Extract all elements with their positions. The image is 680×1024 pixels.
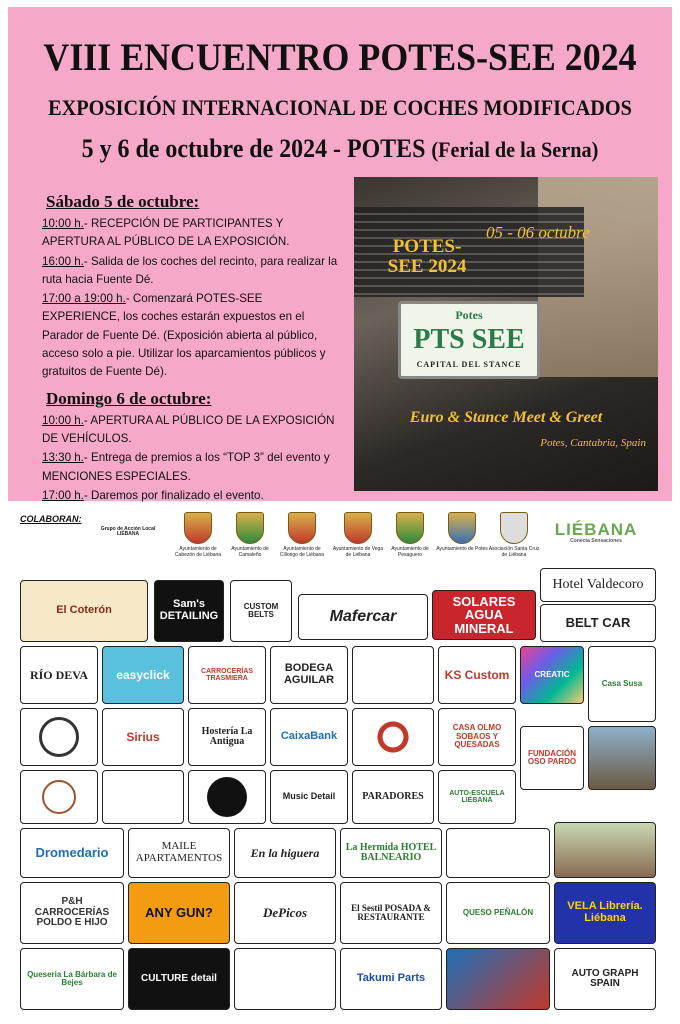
sponsor-logo xyxy=(102,708,184,766)
sponsor-logo xyxy=(230,580,292,642)
sponsor-logo xyxy=(234,882,336,944)
sponsor-logo xyxy=(270,646,348,704)
sponsor-name: Sirius xyxy=(126,729,160,744)
collab-crest xyxy=(222,512,278,558)
event-time: 16:00 h. xyxy=(42,254,84,268)
sponsor-logo xyxy=(446,948,550,1010)
sponsor-name: P&H CARROCERÍAS POLDO E HIJO xyxy=(34,896,110,929)
sponsor-name: QUESO PEÑALÓN xyxy=(462,907,534,917)
license-plate xyxy=(398,301,540,379)
lieb-tag: Conecta Sensaciones xyxy=(570,538,622,545)
sponsor-logo xyxy=(352,708,434,766)
collab-name: Ayuntamiento de Cillorigo de Liébana xyxy=(279,546,325,558)
schedule-item xyxy=(42,215,342,252)
sponsor-logo xyxy=(352,646,434,704)
sponsor-logo xyxy=(554,948,656,1010)
event-time: 10:00 h. xyxy=(42,413,84,427)
sponsor-logo xyxy=(20,580,148,642)
sponsor-logo xyxy=(446,828,550,878)
sponsor-logo xyxy=(20,708,98,766)
sun-icon xyxy=(375,719,411,755)
sponsor-name: CASA OLMO SOBAOS Y QUESADAS xyxy=(452,723,502,750)
sponsor-logo xyxy=(102,646,184,704)
event-subtitle: EXPOSICIÓN INTERNACIONAL DE COCHES MODIFICADOS xyxy=(48,95,632,120)
sponsor-logo xyxy=(20,948,124,1010)
a-icon xyxy=(207,777,247,817)
sponsor-logo xyxy=(340,882,442,944)
day1-heading: Sábado 5 de octubre: xyxy=(46,192,200,211)
sponsor-name: KS Custom xyxy=(444,667,510,682)
collab-crest xyxy=(274,512,330,558)
sponsor-name: Dromedario xyxy=(35,845,109,861)
sponsor-logo xyxy=(20,882,124,944)
collab-name: Ayuntamiento de Vega de Liébana xyxy=(332,546,384,558)
sponsor-logo xyxy=(188,646,266,704)
sponsor-name: CARROCERÍAS TRASMIERA xyxy=(200,667,254,682)
sponsor-logo xyxy=(540,568,656,602)
schedule-item xyxy=(42,449,342,486)
plate-main: PTS SEE xyxy=(413,324,525,355)
sponsor-logo xyxy=(128,882,230,944)
event-text: - Daremos por finalizado el evento. xyxy=(83,488,264,502)
b-icon xyxy=(42,780,76,814)
sponsor-logo xyxy=(446,882,550,944)
event-time: 17:00 a 19:00 h. xyxy=(42,292,126,306)
crest-icon xyxy=(236,512,264,544)
day2-heading: Domingo 6 de octubre: xyxy=(46,388,212,408)
event-photo xyxy=(354,177,658,491)
sponsor-logo xyxy=(554,882,656,944)
sponsor-logo xyxy=(234,948,336,1010)
crest-icon xyxy=(288,512,316,544)
schedule xyxy=(42,191,342,506)
collab-name: Ayuntamiento de Cabezón de Liébana xyxy=(174,546,222,558)
sponsor-logo xyxy=(588,646,656,722)
crest-icon xyxy=(184,512,212,544)
photo-location: Potes, Cantabria, Spain xyxy=(540,437,646,449)
sponsor-logo xyxy=(438,770,516,824)
event-date-place: (Ferial de la Serna) xyxy=(431,137,599,162)
potes-see-logo: POTES-SEE 2024 xyxy=(387,236,467,277)
sponsor-logo xyxy=(154,580,224,642)
lieb-name: LIÉBANA xyxy=(554,520,638,540)
event-date-main: 5 y 6 de octubre de 2024 - POTES xyxy=(81,134,426,163)
sponsor-name: AUTO GRAPH SPAIN xyxy=(571,967,639,989)
sponsor-name: CULTURE detail xyxy=(141,972,217,984)
crest-icon xyxy=(448,512,476,544)
sponsor-logo xyxy=(20,646,98,704)
event-time: 17:00 h. xyxy=(42,488,84,502)
sponsor-name: Takumi Parts xyxy=(356,972,426,985)
event-text: - Salida de los coches del recinto, para realizar la ruta hacia Fuente Dé. xyxy=(42,254,338,286)
event-text: - APERTURA AL PÚBLICO DE LA EXPOSICIÓN DE VEHÍCULOS. xyxy=(42,413,335,445)
sponsor-name: Hotel Valdecoro xyxy=(552,576,644,592)
collab-crest xyxy=(330,512,386,558)
sponsor-name: Casa Susa xyxy=(601,678,643,688)
sponsor-logo xyxy=(520,726,584,790)
sponsor-logo xyxy=(188,708,266,766)
sponsor-name: RÍO DEVA xyxy=(29,667,89,682)
colab-label: COLABORAN: xyxy=(20,514,82,524)
sponsor-logo xyxy=(188,770,266,824)
sponsor-name: DePicos xyxy=(262,905,308,921)
collab-crest xyxy=(382,512,438,558)
event-text: - RECEPCIÓN DE PARTICIPANTES Y APERTURA AL PÚBLICO DE LA EXPOSICIÓN. xyxy=(42,217,290,249)
sponsor-logo xyxy=(102,770,184,824)
event-panel xyxy=(8,7,672,501)
sponsor-name: CaixaBank xyxy=(280,730,338,743)
sponsor-name: BELT CAR xyxy=(565,615,631,631)
collab-name: Asociación Santa Cruz de Liébana xyxy=(488,546,540,558)
plate-bottom: CAPITAL DEL STANCE xyxy=(416,360,522,369)
sponsor-logo xyxy=(128,828,230,878)
sponsor-name: FUNDACIÓN OSO PARDO xyxy=(527,748,577,766)
collab-name: Ayuntamiento de Potes xyxy=(436,546,488,552)
schedule-item xyxy=(42,412,342,449)
collab-crest xyxy=(434,512,490,552)
sponsor-name: En la higuera xyxy=(250,845,320,860)
sponsor-logo xyxy=(540,604,656,642)
event-time: 10:00 h. xyxy=(42,217,84,230)
collab-gal-liebana xyxy=(98,512,158,552)
sponsor-logo xyxy=(352,770,434,824)
lieb-logo xyxy=(540,512,652,554)
sponsor-logo xyxy=(128,948,230,1010)
sponsor-logo xyxy=(554,822,656,878)
vw-icon xyxy=(39,717,79,757)
event-date xyxy=(35,134,646,164)
sponsor-name: easyclick xyxy=(116,667,170,682)
sponsor-name: La Hermida HOTEL BALNEARIO xyxy=(345,841,437,863)
sponsor-name: PARADORES xyxy=(362,790,424,802)
collab-name: Ayuntamiento de Camaleño xyxy=(231,546,269,558)
crest-icon xyxy=(500,512,528,544)
sponsor-name: Mafercar xyxy=(329,607,397,625)
event-title: VIII ENCUENTRO POTES-SEE 2024 xyxy=(43,36,637,79)
sponsor-logo xyxy=(20,770,98,824)
sponsor-name: ANY GUN? xyxy=(145,905,213,921)
sponsor-logo xyxy=(438,708,516,766)
crest-icon xyxy=(396,512,424,544)
event-time: 13:30 h. xyxy=(42,451,84,465)
schedule-item xyxy=(42,290,342,381)
sponsor-name: MAILE APARTAMENTOS xyxy=(135,840,223,864)
schedule-item xyxy=(42,487,342,505)
sponsor-name: CREATIC xyxy=(534,669,570,679)
sponsor-name: Music Detail xyxy=(282,791,336,802)
sponsor-logo xyxy=(298,594,428,640)
plate-top: Potes xyxy=(455,308,483,322)
sponsor-name: VELA Librería. Liébana xyxy=(567,900,643,924)
sponsor-logo xyxy=(340,948,442,1010)
sponsor-logo xyxy=(438,646,516,704)
sponsor-name: CUSTOM BELTS xyxy=(243,601,279,619)
sponsor-name: Hostería La Antigua xyxy=(201,725,253,747)
collab-name: Ayuntamiento de Pesaguero xyxy=(391,546,429,558)
sponsor-logo xyxy=(432,590,536,640)
photo-meet: Euro & Stance Meet & Greet xyxy=(409,409,603,426)
sponsor-name: El Sestil POSADA & RESTAURANTE xyxy=(351,902,431,922)
collab-crest xyxy=(170,512,226,558)
photo-dates: 05 - 06 octubre xyxy=(486,223,590,242)
sponsor-logo xyxy=(234,828,336,878)
sponsor-logo xyxy=(20,828,124,878)
collab-crest xyxy=(486,512,542,558)
collab-name: Grupo de Acción Local LIÉBANA xyxy=(100,525,156,537)
sponsor-name: Sam's DETAILING xyxy=(159,598,219,622)
sponsor-logo xyxy=(270,770,348,824)
sponsor-logo xyxy=(520,646,584,704)
schedule-item xyxy=(42,253,342,290)
crest-icon xyxy=(344,512,372,544)
sponsor-name: Queseria La Bárbara de Bejes xyxy=(27,969,117,987)
sponsor-logo xyxy=(588,726,656,790)
sponsor-name: SOLARES AGUA MINERAL xyxy=(452,593,516,636)
sponsor-name: El Coterón xyxy=(56,604,112,617)
event-text: - Entrega de premios a los “TOP 3” del evento y MENCIONES ESPECIALES. xyxy=(42,451,330,483)
event-text: - Comenzará POTES-SEE EXPERIENCE, los coches estarán expuestos en el Parador de Fuente Dé. (Exposición abierta al público, acceso solo a pie. Utilizar los aparcamientos públicos y gratuitos de Fuente Dé). xyxy=(42,292,326,379)
sponsor-logo xyxy=(270,708,348,766)
sponsor-name: AUTO-ESCUELA LIÉBANA xyxy=(449,789,505,804)
sponsor-logo xyxy=(340,828,442,878)
sponsor-name: BODEGA AGUILAR xyxy=(283,662,335,686)
